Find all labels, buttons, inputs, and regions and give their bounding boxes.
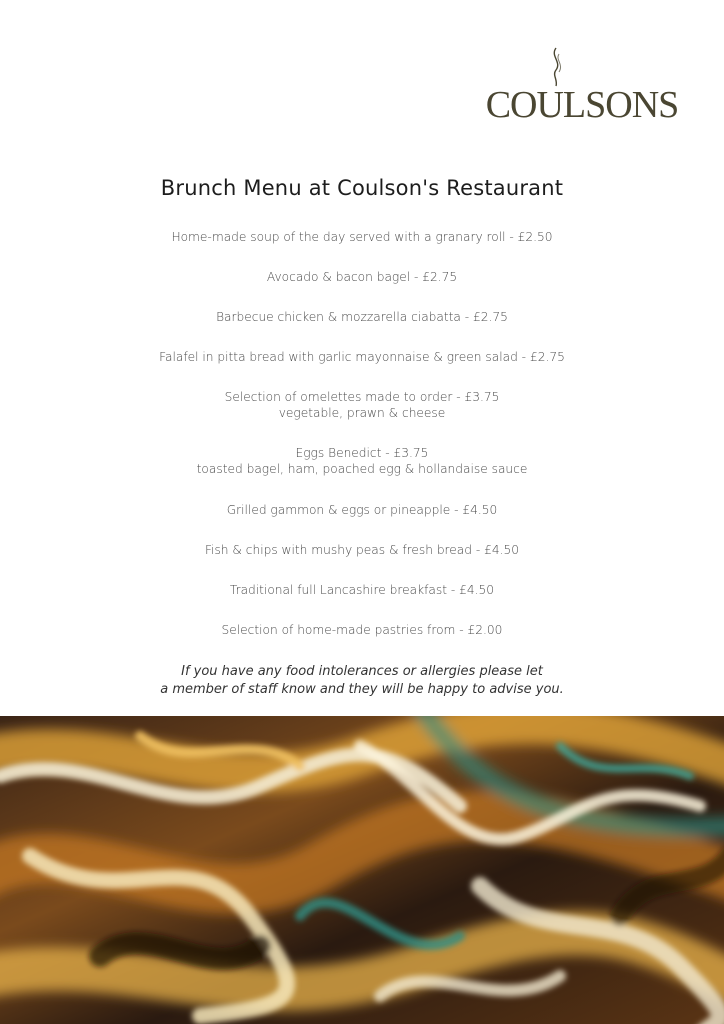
menu-item: [0, 269, 724, 285]
menu-item: [0, 309, 724, 325]
menu-item: [0, 582, 724, 598]
page-title: Brunch Menu at Coulson's Restaurant: [160, 176, 564, 200]
menu-item-line: Selection of omelettes made to order - £3.75: [224, 390, 500, 404]
menu-item-line: Barbecue chicken & mozzarella ciabatta - £2.75: [216, 310, 508, 324]
menu-item-description: toasted bagel, ham, poached egg & hollandaise sauce: [196, 462, 528, 476]
allergy-notice-line-1: If you have any food intolerances or allergies please let: [181, 664, 543, 679]
menu-item: [0, 349, 724, 365]
menu-item-line: Selection of home-made pastries from - £2.00: [221, 623, 503, 637]
menu-item-line: Fish & chips with mushy peas & fresh bread - £4.50: [204, 543, 520, 557]
swirl-graphic: [0, 716, 724, 1024]
menu-item: [0, 229, 724, 245]
menu-item-line: Home-made soup of the day served with a granary roll - £2.50: [171, 230, 553, 244]
allergy-notice: [0, 663, 724, 699]
menu-item-line: Avocado & bacon bagel - £2.75: [266, 270, 458, 284]
menu-item: [0, 542, 724, 558]
menu-item-line: Eggs Benedict - £3.75: [295, 446, 429, 460]
menu-item: [0, 502, 724, 518]
menu-item: [0, 445, 724, 477]
allergy-notice-line-2: a member of staff know and they will be happy to advise you.: [160, 682, 564, 697]
menu-item-line: Grilled gammon & eggs or pineapple - £4.50: [226, 503, 498, 517]
logo-graphic: [480, 44, 684, 124]
menu-item-line: Falafel in pitta bread with garlic mayonnaise & green salad - £2.75: [159, 350, 565, 364]
menu-item: [0, 622, 724, 638]
steam-icon: [554, 48, 557, 86]
menu-item: [0, 389, 724, 421]
logo-wordmark: COULSONS: [485, 84, 679, 124]
menu-item-description: vegetable, prawn & cheese: [278, 406, 446, 420]
restaurant-logo: [480, 44, 684, 124]
decorative-swirl-artwork: [0, 716, 724, 1024]
menu-item-line: Traditional full Lancashire breakfast - £4.50: [229, 583, 495, 597]
